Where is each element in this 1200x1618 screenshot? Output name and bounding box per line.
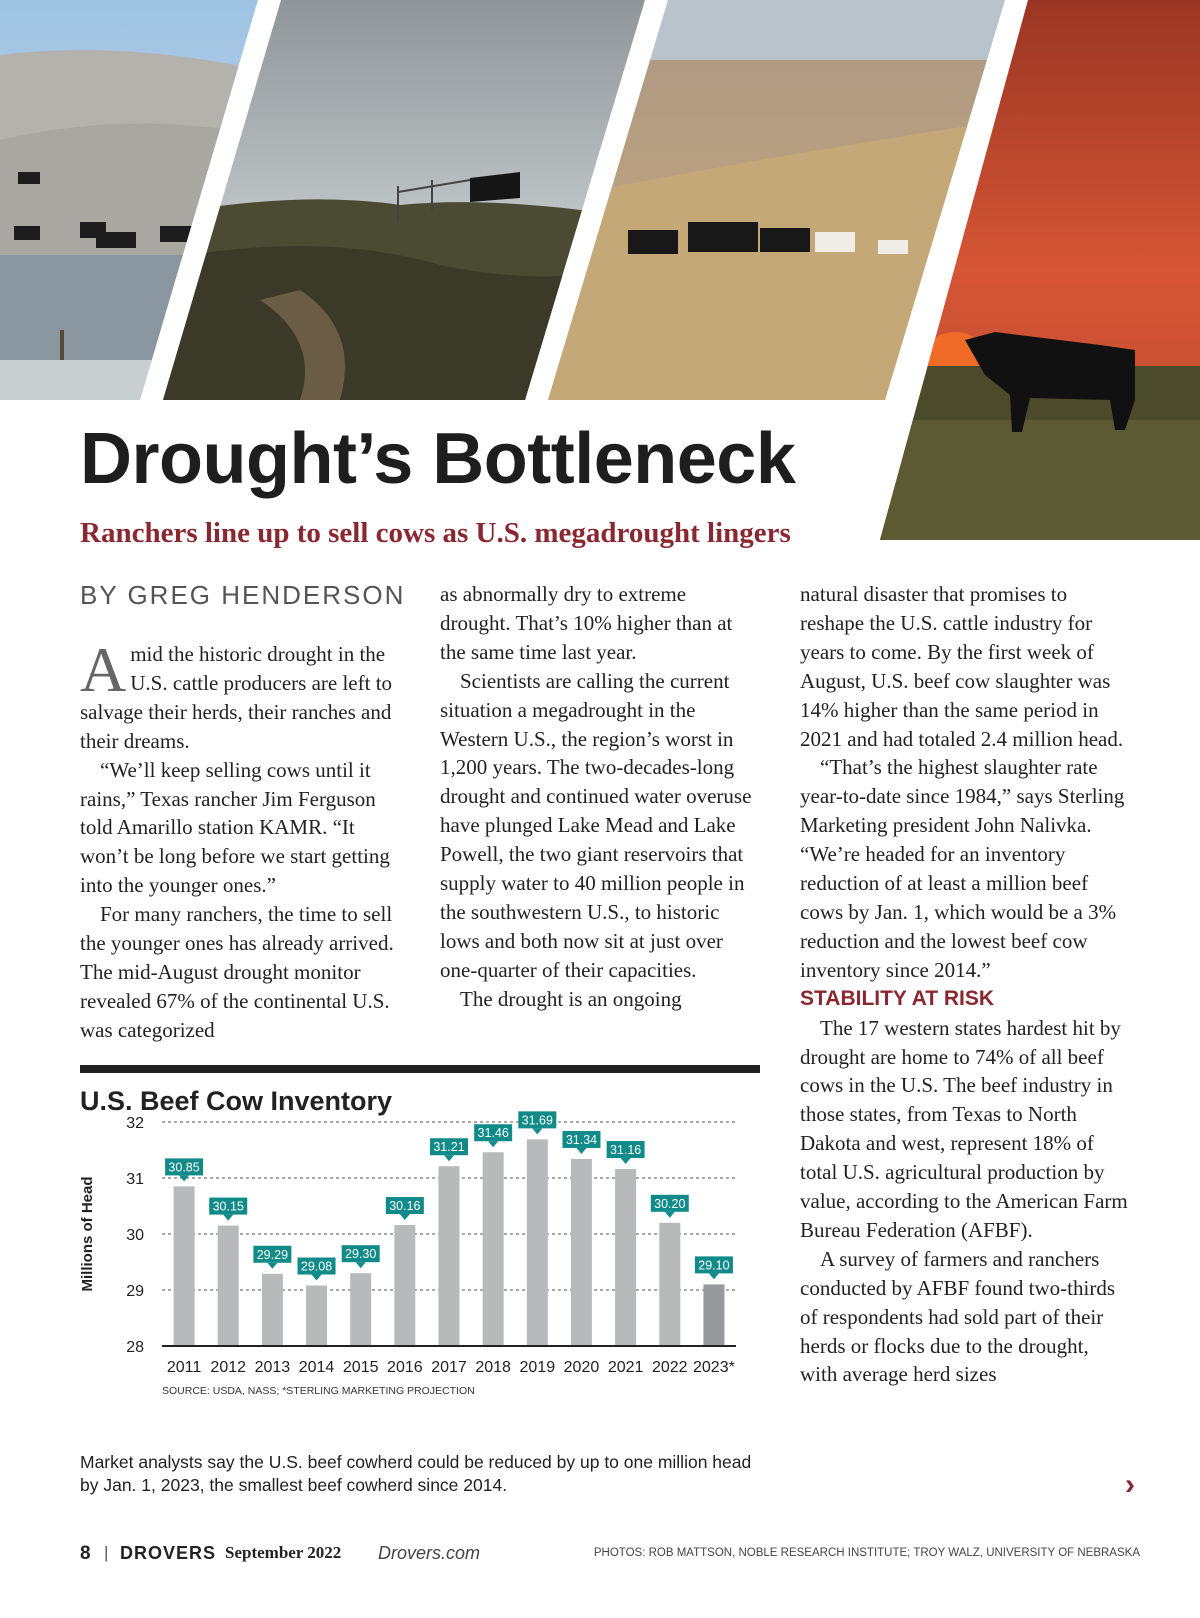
body-column-1 — [80, 634, 400, 1045]
chart-title: U.S. Beef Cow Inventory — [80, 1086, 393, 1116]
data-label-pointer — [532, 1128, 542, 1134]
section-heading: STABILITY AT RISK — [800, 986, 995, 1010]
data-label-pointer — [400, 1214, 410, 1220]
paragraph-text: mid the historic drought in the U.S. cattle producers are left to salvage their herds, their ranches and their dreams. — [80, 642, 393, 753]
x-tick-label: 2011 — [166, 1359, 202, 1376]
chart-caption: Market analysts say the U.S. beef cowherd could be reduced by up to one million head by Jan. 1, 2023, the smallest beef cowherd since 2014. — [80, 1452, 752, 1495]
article-subtitle: Ranchers line up to sell cows as U.S. megadrought lingers — [80, 517, 791, 549]
data-label: 31.16 — [609, 1143, 642, 1158]
data-label: 31.21 — [433, 1140, 465, 1155]
data-label-pointer — [223, 1215, 233, 1221]
website-link[interactable]: Drovers.com — [378, 1543, 481, 1563]
x-tick-label: 2020 — [563, 1359, 600, 1376]
photo-credits: PHOTOS: ROB MATTSON, NOBLE RESEARCH INSTITUTE; TROY WALZ, UNIVERSITY OF NEBRASKA — [593, 1547, 1140, 1559]
body-column-2 — [440, 580, 760, 1014]
data-label-pointer — [665, 1212, 675, 1218]
chart-source: SOURCE: USDA, NASS; *STERLING MARKETING PROJECTION — [162, 1385, 475, 1397]
data-label-pointer — [709, 1273, 719, 1279]
paragraph: Scientists are calling the current situation a megadrought in the Western U.S., the region’s worst in 1,200 years. The two-decades-long drought and continued water overuse have plunged Lake Mead and Lake Powell, the two giant reservoirs that supply water to 40 million people in the southwestern U.S., to historic lows and both now sit at just over one-quarter of their capacities. — [440, 668, 752, 982]
byline: BY GREG HENDERSON — [80, 580, 406, 610]
data-label: 30.16 — [389, 1199, 421, 1214]
x-tick-label: 2021 — [607, 1359, 644, 1376]
x-tick-label: 2015 — [342, 1359, 379, 1376]
bar — [439, 1166, 460, 1346]
x-tick-label: 2022 — [651, 1359, 688, 1376]
paragraph: A survey of farmers and ranchers conducted by AFBF found two-thirds of respondents had sold part of their herds or flocks due to the drought, with average herd sizes — [800, 1246, 1115, 1387]
bar — [703, 1284, 724, 1346]
data-label-pointer — [488, 1141, 498, 1147]
paragraph: For many ranchers, the time to sell the younger ones has already arrived. The mid-August drought monitor revealed 67% of the continental U.S. was categorized — [80, 902, 394, 1042]
page-footer — [80, 1543, 1140, 1573]
paragraph: natural disaster that promises to reshape the U.S. cattle industry for years to come. By the first week of August, U.S. beef cow slaughter was 14% higher than the same period in 2021 and had totaled 2.4 million head. — [800, 582, 1124, 751]
data-label-pointer — [576, 1148, 586, 1154]
paragraph: The drought is an ongoing — [460, 986, 682, 1011]
data-label: 30.85 — [168, 1160, 200, 1175]
footer-separator: | — [104, 1543, 109, 1562]
chart-top-rule — [80, 1065, 760, 1073]
bar — [615, 1169, 636, 1346]
page-number: 8 — [80, 1543, 91, 1564]
data-label-pointer — [356, 1262, 366, 1268]
bar — [218, 1226, 239, 1346]
paragraph: The 17 western states hardest hit by drought are home to 74% of all beef cows in the U.S. The beef industry in those states, from Texas to North Dakota and west, represent 18% of total U.S. agricultural production by value, according to the American Farm Bureau Federation (AFBF). — [800, 1015, 1128, 1242]
article-title: Drought’s Bottleneck — [80, 419, 796, 499]
x-tick-label: 2019 — [519, 1359, 556, 1376]
data-label-pointer — [444, 1155, 454, 1161]
data-label: 30.15 — [212, 1199, 244, 1214]
bar — [571, 1159, 592, 1346]
paragraph: as abnormally dry to extreme drought. That’s 10% higher than at the same time last year. — [440, 582, 733, 664]
issue-date: September 2022 — [225, 1543, 342, 1562]
bar — [483, 1152, 504, 1346]
bar — [659, 1223, 680, 1346]
y-tick-label: 29 — [126, 1283, 144, 1300]
y-tick-label: 32 — [126, 1115, 144, 1132]
data-label: 31.46 — [477, 1126, 509, 1141]
x-tick-label: 2012 — [210, 1359, 247, 1376]
paragraph: “That’s the highest slaughter rate year-to-date since 1984,” says Sterling Marketing president John Nalivka. “We’re headed for an inventory reduction of at least a million beef cows by Jan. 1, which would be a 3% reduction and the lowest beef cow inventory since 2014.” — [800, 755, 1125, 982]
y-tick-label: 31 — [126, 1171, 144, 1188]
paragraph — [80, 634, 400, 756]
y-tick-label: 28 — [126, 1339, 144, 1356]
x-tick-label: 2014 — [298, 1359, 335, 1376]
drop-cap: A — [80, 634, 127, 705]
magazine-brand: DROVERS — [120, 1543, 217, 1563]
x-tick-label: 2018 — [475, 1359, 511, 1376]
bar — [350, 1273, 371, 1346]
x-tick-label: 2013 — [254, 1359, 291, 1376]
data-label-pointer — [267, 1263, 277, 1269]
x-tick-label: 2016 — [387, 1359, 423, 1376]
y-axis-label: Millions of Head — [79, 1176, 96, 1292]
chevron-right-icon[interactable]: › — [1125, 1468, 1135, 1501]
bar — [306, 1286, 327, 1346]
bar — [174, 1186, 195, 1346]
x-tick-label: 2023* — [693, 1359, 735, 1376]
beef-cow-inventory-chart — [70, 1113, 760, 1417]
paragraph: “We’ll keep selling cows until it rains,” Texas rancher Jim Ferguson told Amarillo station KAMR. “It won’t be long before we start getting into the younger ones.” — [80, 757, 390, 898]
bar — [262, 1274, 283, 1346]
data-label: 31.34 — [565, 1132, 598, 1147]
bar — [527, 1139, 548, 1346]
data-label: 29.08 — [300, 1259, 333, 1274]
data-label: 29.30 — [345, 1247, 377, 1262]
data-label-pointer — [312, 1275, 322, 1281]
body-column-3 — [800, 580, 1130, 1389]
x-tick-label: 2017 — [431, 1359, 467, 1376]
bar — [394, 1225, 415, 1346]
data-label: 29.10 — [698, 1258, 730, 1273]
data-label-pointer — [621, 1158, 631, 1164]
y-tick-label: 30 — [126, 1227, 144, 1244]
data-label: 31.69 — [521, 1113, 553, 1128]
data-label: 29.29 — [256, 1247, 289, 1262]
data-label: 30.20 — [654, 1196, 686, 1211]
